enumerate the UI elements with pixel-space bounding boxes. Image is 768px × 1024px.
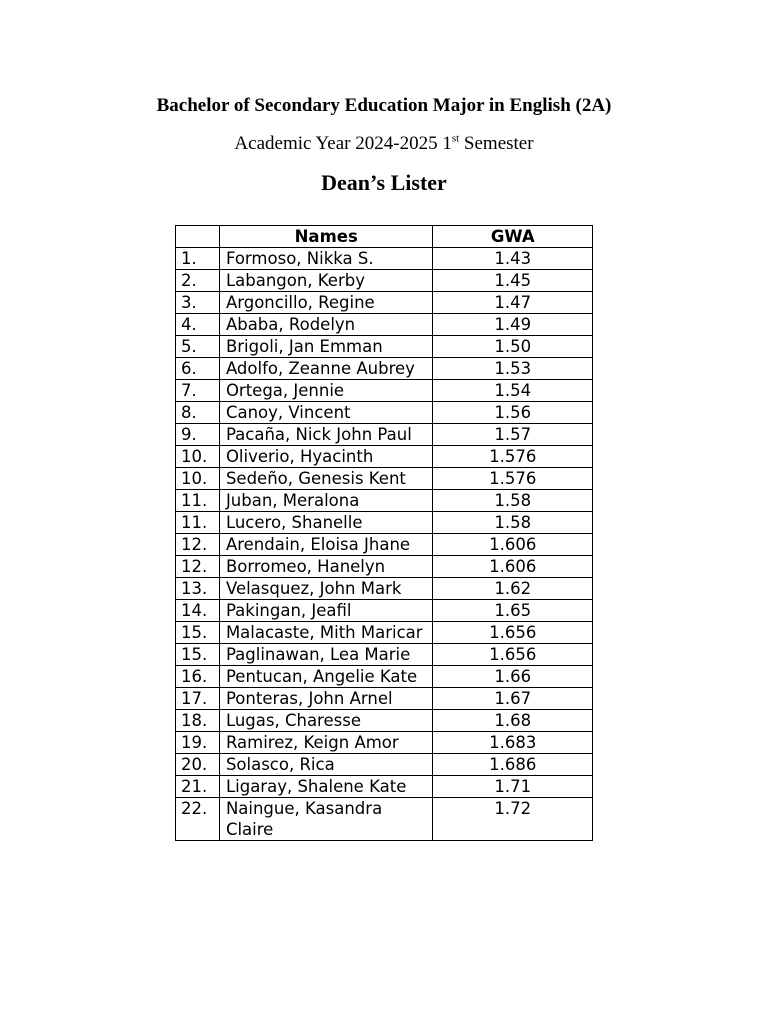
name-cell: Borromeo, Hanelyn [219, 556, 433, 578]
table-row [176, 512, 593, 534]
gwa-cell: 1.686 [433, 754, 593, 776]
name-cell: Lugas, Charesse [219, 710, 433, 732]
table-row [176, 534, 593, 556]
table-row [176, 556, 593, 578]
name-cell: Juban, Meralona [219, 490, 433, 512]
name-cell: Pentucan, Angelie Kate [219, 666, 433, 688]
rank-cell: 10. [176, 468, 220, 490]
rank-cell: 3. [176, 292, 220, 314]
rank-cell: 10. [176, 446, 220, 468]
rank-cell: 8. [176, 402, 220, 424]
name-cell: Ponteras, John Arnel [219, 688, 433, 710]
gwa-cell: 1.72 [433, 798, 593, 841]
table-row [176, 732, 593, 754]
gwa-cell: 1.656 [433, 622, 593, 644]
table-row [176, 754, 593, 776]
name-cell: Solasco, Rica [219, 754, 433, 776]
header-names: Names [219, 226, 433, 248]
table-row [176, 292, 593, 314]
gwa-cell: 1.67 [433, 688, 593, 710]
gwa-cell: 1.656 [433, 644, 593, 666]
rank-cell: 11. [176, 490, 220, 512]
gwa-cell: 1.66 [433, 666, 593, 688]
table-row [176, 270, 593, 292]
name-cell: Ramirez, Keign Amor [219, 732, 433, 754]
table-row [176, 446, 593, 468]
table-row [176, 798, 593, 841]
gwa-cell: 1.57 [433, 424, 593, 446]
deans-list-title: Dean’s Lister [321, 170, 447, 195]
table-row [176, 600, 593, 622]
gwa-cell: 1.53 [433, 358, 593, 380]
table-row [176, 336, 593, 358]
gwa-cell: 1.45 [433, 270, 593, 292]
gwa-cell: 1.50 [433, 336, 593, 358]
rank-cell: 17. [176, 688, 220, 710]
name-cell: Lucero, Shanelle [219, 512, 433, 534]
gwa-cell: 1.58 [433, 490, 593, 512]
table-row [176, 666, 593, 688]
gwa-cell: 1.606 [433, 556, 593, 578]
name-cell: Adolfo, Zeanne Aubrey [219, 358, 433, 380]
name-cell: Paglinawan, Lea Marie [219, 644, 433, 666]
rank-cell: 6. [176, 358, 220, 380]
name-cell: Naingue, Kasandra Claire [219, 798, 433, 841]
name-cell: Labangon, Kerby [219, 270, 433, 292]
gwa-cell: 1.71 [433, 776, 593, 798]
rank-cell: 22. [176, 798, 220, 841]
rank-cell: 12. [176, 556, 220, 578]
gwa-cell: 1.56 [433, 402, 593, 424]
table-row [176, 578, 593, 600]
name-cell: Pacaña, Nick John Paul [219, 424, 433, 446]
rank-cell: 1. [176, 248, 220, 270]
rank-cell: 21. [176, 776, 220, 798]
gwa-cell: 1.49 [433, 314, 593, 336]
name-cell: Formoso, Nikka S. [219, 248, 433, 270]
rank-cell: 9. [176, 424, 220, 446]
table-row [176, 314, 593, 336]
table-row [176, 644, 593, 666]
gwa-cell: 1.576 [433, 446, 593, 468]
name-cell: Ligaray, Shalene Kate [219, 776, 433, 798]
name-cell: Velasquez, John Mark [219, 578, 433, 600]
name-cell: Oliverio, Hyacinth [219, 446, 433, 468]
rank-cell: 18. [176, 710, 220, 732]
gwa-cell: 1.54 [433, 380, 593, 402]
name-cell: Arendain, Eloisa Jhane [219, 534, 433, 556]
gwa-cell: 1.683 [433, 732, 593, 754]
name-cell: Malacaste, Mith Maricar [219, 622, 433, 644]
name-cell: Argoncillo, Regine [219, 292, 433, 314]
rank-cell: 13. [176, 578, 220, 600]
name-cell: Brigoli, Jan Emman [219, 336, 433, 358]
name-cell: Sedeño, Genesis Kent [219, 468, 433, 490]
table-row [176, 776, 593, 798]
rank-cell: 12. [176, 534, 220, 556]
rank-cell: 14. [176, 600, 220, 622]
rank-cell: 20. [176, 754, 220, 776]
academic-year-suffix: Semester [459, 133, 534, 154]
table-header-row [176, 226, 593, 248]
name-cell: Canoy, Vincent [219, 402, 433, 424]
rank-cell: 7. [176, 380, 220, 402]
rank-cell: 16. [176, 666, 220, 688]
name-cell: Ababa, Rodelyn [219, 314, 433, 336]
rank-cell: 19. [176, 732, 220, 754]
table-row [176, 358, 593, 380]
table-body [176, 248, 593, 841]
academic-year-prefix: Academic Year 2024-2025 1 [234, 133, 452, 154]
gwa-cell: 1.58 [433, 512, 593, 534]
rank-cell: 15. [176, 644, 220, 666]
table-row [176, 468, 593, 490]
table-row [176, 688, 593, 710]
table-row [176, 402, 593, 424]
name-cell: Pakingan, Jeafil [219, 600, 433, 622]
rank-cell: 5. [176, 336, 220, 358]
table-row [176, 380, 593, 402]
header-gwa: GWA [433, 226, 593, 248]
rank-cell: 11. [176, 512, 220, 534]
rank-cell: 15. [176, 622, 220, 644]
table-row [176, 248, 593, 270]
table-row [176, 622, 593, 644]
academic-year-line [0, 132, 768, 156]
ordinal-suffix: st [451, 132, 460, 145]
gwa-cell: 1.43 [433, 248, 593, 270]
rank-cell: 4. [176, 314, 220, 336]
gwa-cell: 1.65 [433, 600, 593, 622]
gwa-cell: 1.62 [433, 578, 593, 600]
table-row [176, 490, 593, 512]
header-rank [176, 226, 220, 248]
name-cell: Ortega, Jennie [219, 380, 433, 402]
gwa-cell: 1.576 [433, 468, 593, 490]
deans-list-table [175, 225, 593, 841]
gwa-cell: 1.47 [433, 292, 593, 314]
gwa-cell: 1.68 [433, 710, 593, 732]
gwa-cell: 1.606 [433, 534, 593, 556]
rank-cell: 2. [176, 270, 220, 292]
program-title: Bachelor of Secondary Education Major in English (2A) [156, 95, 612, 116]
table-row [176, 710, 593, 732]
table-row [176, 424, 593, 446]
